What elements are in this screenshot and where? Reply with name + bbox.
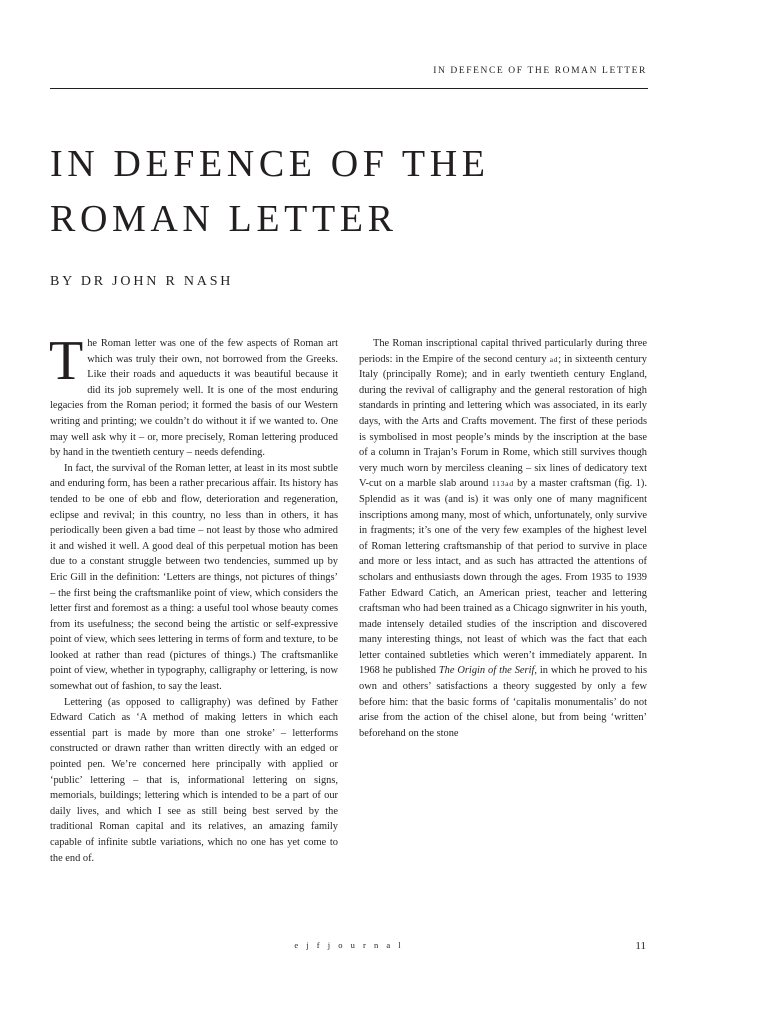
paragraph-1: The Roman letter was one of the few aspects of Roman art which was truly their own, not borrowed from the Greeks. Like their roads and aqueducts it was beautiful because it did its job supremely well. It is one of the most enduring legacies from the Roman period; it formed the basis of our Western writing and printing; we couldn’t do without it if we wanted to. One may well ask why it – or, more precisely, Roman lettering produced by hand in the twentieth century – needs defending. [49, 330, 338, 459]
text-column-right [359, 336, 647, 741]
paragraph-2: In fact, the survival of the Roman letter, at least in its most subtle and enduring form, has been a rather precarious affair. Its history has tended to be one of ebb and flow, deterioration and regeneration, eclipse and revival; in this country, no less than in others, it has periodically been given a bad time – not least by those who admired it and wished it well. A good deal of this perpetual motion has been due to a constant struggle between two tendencies, summed up by Eric Gill in the definition: ‘Letters are things, not pictures of things’ – the first being the craftsmanlike point of view, which considers the letter first and foremost as a thing: a useful tool whose beauty comes from its usefulness; the second being the artistic or self-expressive point of view, which sees lettering in terms of form and texture, to be looked at rather than read (pictures of things.) The craftsmanlike point of view, whether in typography, calligraphy or lettering, is now somewhat out of fashion, to say the least. [50, 462, 338, 693]
text-column-left [49, 330, 338, 866]
page-number: 11 [635, 940, 646, 952]
running-head: IN DEFENCE OF THE ROMAN LETTER [433, 66, 647, 76]
paragraph-4: The Roman inscriptional capital thrived particularly during three periods: in the Empire of the second century ad; in sixteenth century Italy (principally Rome); and in early twentieth century England, during the revival of calligraphy and the general restoration of high standards in printing and lettering which was associated, in its early days, with the Arts and Crafts movement. The first of these periods is symbolised in most people’s minds by the inscription at the base of a column in Trajan’s Forum in Rome, which still survives though very much worn by merciless cleaning – six lines of dedicatory text V-cut on a marble slab around 113ad by a master craftsman (fig. 1). Splendid as it was (and is) it was only one of many magnificent inscriptions among many, most of which, unfortunately, only survive in fragments; it’s one of the very few examples of the highest level of Roman lettering craftsmanship of that period to survive in place and more or less intact, and as such has attracted the attentions of scholars and enthusiasts down through the ages. From 1935 to 1939 Father Edward Catich, an American priest, teacher and lettering craftsman who had been trained as a Chicago signwriter in his youth, made intensely detailed studies of the inscription and discovered many interesting things, not least of which was the fact that each letter contained subtleties which weren’t immediately apparent. In 1968 he published The Origin of the Serif, in which he proved to his own and others’ satisfactions a theory suggested by only a few before him: that the basic forms of ‘capitalis monumentalis’ do not arise from the action of the chisel alone, but from being ‘written’ beforehand on the stone [359, 338, 647, 739]
small-caps-ad: ad [549, 354, 559, 364]
paragraph-3: Lettering (as opposed to calligraphy) was defined by Father Edward Catich as ‘A method of making letters in which each essential part is made by more than one stroke’ – letterforms constructed or drawn rather than written directly with an edged or pointed pen. We’re concerned here principally with applied or ‘public’ lettering – that is, informational lettering on signs, memorials, buildings; lettering which is intended to be a part of our daily lives, and which I see as still being best served by the traditional Roman capital and its relatives, an amazing family capable of infinite subtle variations, which no one has yet come to the end of. [50, 696, 338, 864]
oldstyle-year: 113 [491, 479, 506, 489]
small-caps-ad: ad [505, 479, 514, 489]
header-rule [50, 88, 648, 89]
journal-name: e j f j o u r n a l [294, 940, 404, 950]
article-title: IN DEFENCE OF THE ROMAN LETTER [50, 143, 490, 240]
book-title: The Origin of the Serif [438, 665, 535, 677]
byline: BY DR JOHN R NASH [50, 274, 234, 289]
drop-cap: T [49, 330, 84, 392]
